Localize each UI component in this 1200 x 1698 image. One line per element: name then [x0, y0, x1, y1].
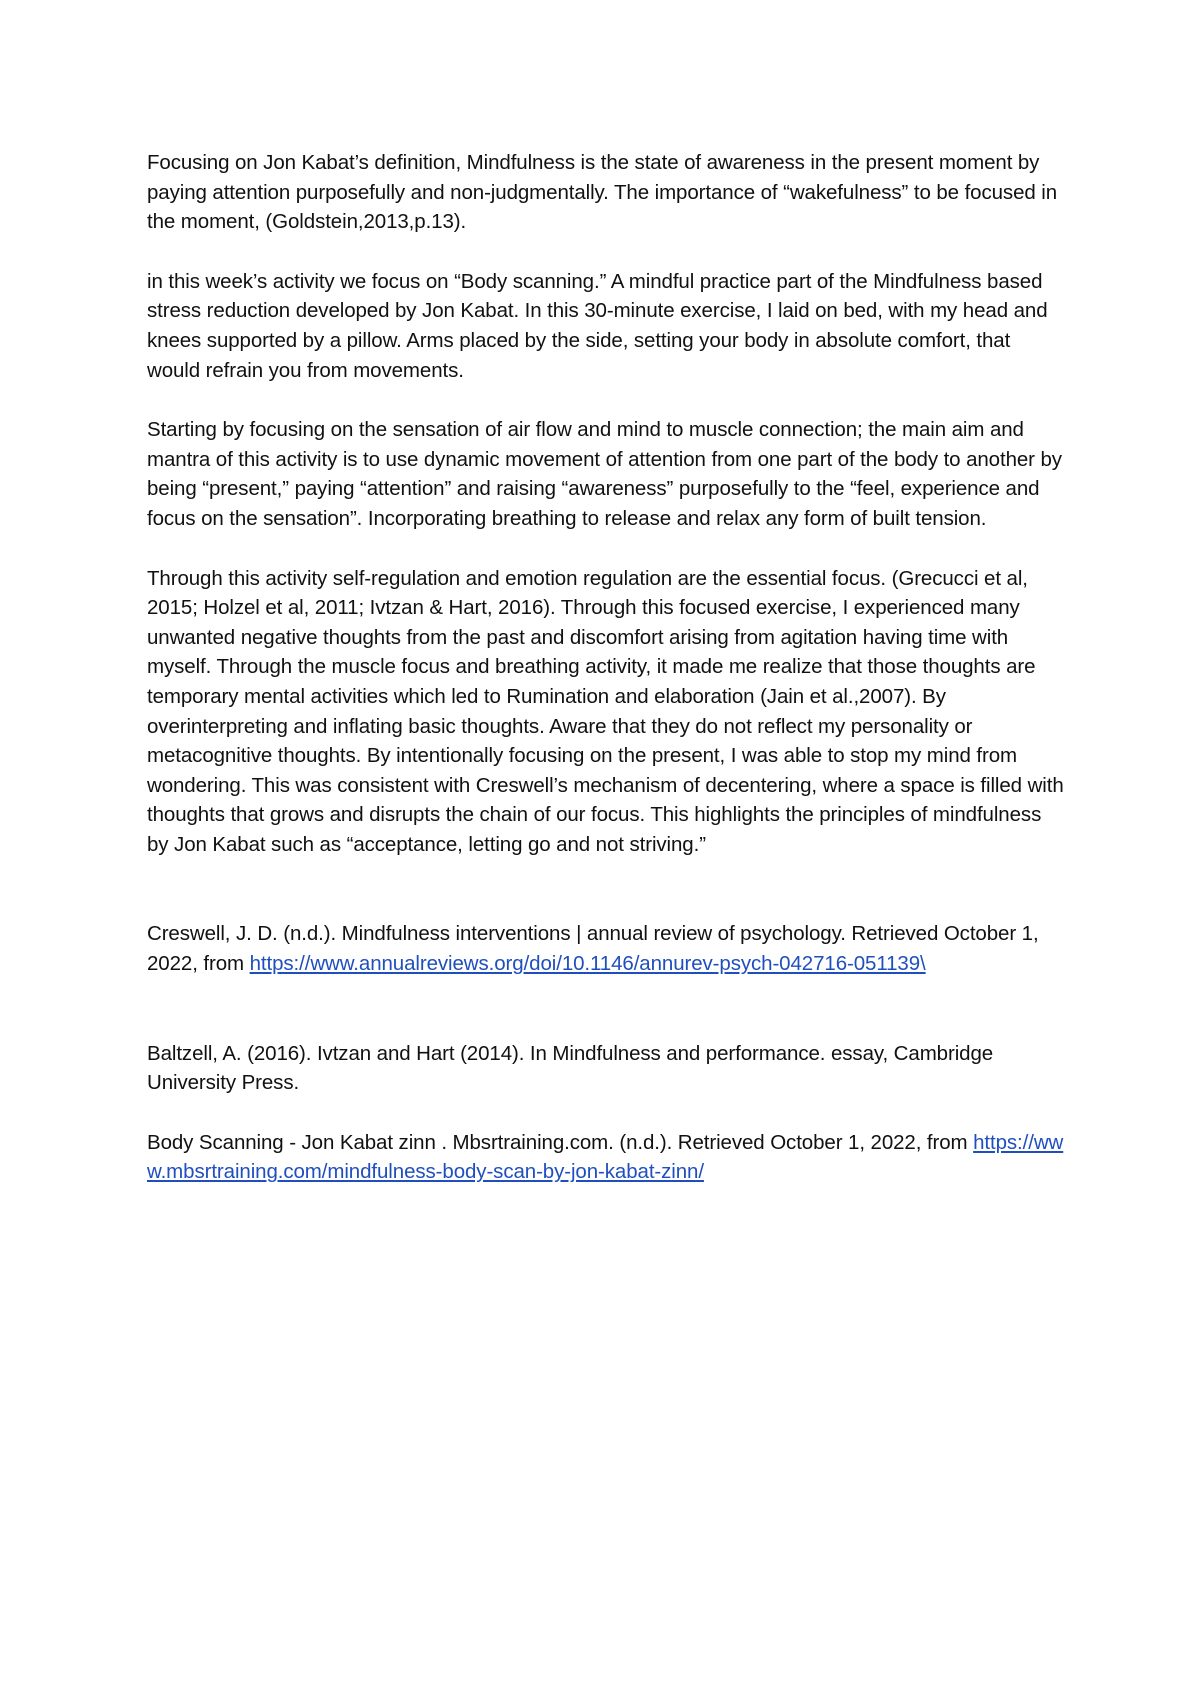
reference-body-scanning-link[interactable]: https://www.mbsrtraining.com/mindfulness-body-scan-by-jon-kabat-zinn/	[147, 1130, 1064, 1184]
document-body	[147, 148, 1067, 1187]
reference-creswell-link[interactable]: https://www.annualreviews.org/doi/10.1146/annurev-psych-042716-051139\	[249, 952, 926, 976]
reference-baltzell	[147, 1039, 1067, 1098]
reference-baltzell-text: Baltzell, A. (2016). Ivtzan and Hart (2014). In Mindfulness and performance. essay, Cambridge University Press.	[147, 1041, 994, 1095]
paragraph-self-regulation: Through this activity self-regulation and emotion regulation are the essential focus. (Grecucci et al, 2015; Holzel et al, 2011; Ivtzan & Hart, 2016). Through this focused exercise, I experienced many unwanted negative thoughts from the past and discomfort arising from agitation having time with myself. Through the muscle focus and breathing activity, it made me realize that those thoughts are temporary mental activities which led to Rumination and elaboration (Jain et al.,2007). By overinterpreting and inflating basic thoughts. Aware that they do not reflect my personality or metacognitive thoughts. By intentionally focusing on the present, I was able to stop my mind from wondering. This was consistent with Creswell’s mechanism of decentering, where a space is filled with thoughts that grows and disrupts the chain of our focus. This highlights the principles of mindfulness by Jon Kabat such as “acceptance, letting go and not striving.”	[147, 566, 1064, 856]
reference-creswell-text: Creswell, J. D. (n.d.). Mindfulness interventions | annual review of psychology. Retrieved October 1, 2022, from	[147, 922, 1039, 976]
reference-body-scanning	[147, 1128, 1067, 1187]
paragraph-sensation: Starting by focusing on the sensation of air flow and mind to muscle connection; the main aim and mantra of this activity is to use dynamic movement of attention from one part of the body to another by being “present,” paying “attention” and raising “awareness” purposefully to the “feel, experience and focus on the sensation”. Incorporating breathing to release and relax any form of built tension.	[147, 418, 1062, 530]
paragraph-definition: Focusing on Jon Kabat’s definition, Mindfulness is the state of awareness in the present moment by paying attention purposefully and non-judgmentally. The importance of “wakefulness” to be focused in the moment, (Goldstein,2013,p.13).	[147, 151, 1058, 234]
reference-creswell	[147, 919, 1067, 978]
paragraph-body-scanning: in this week’s activity we focus on “Body scanning.” A mindful practice part of the Mindfulness based stress reduction developed by Jon Kabat. In this 30-minute exercise, I laid on bed, with my head and knees supported by a pillow. Arms placed by the side, setting your body in absolute comfort, that would refrain you from movements.	[147, 269, 1048, 382]
reference-body-scanning-text: Body Scanning - Jon Kabat zinn . Mbsrtraining.com. (n.d.). Retrieved October 1, 2022, from	[147, 1130, 974, 1154]
